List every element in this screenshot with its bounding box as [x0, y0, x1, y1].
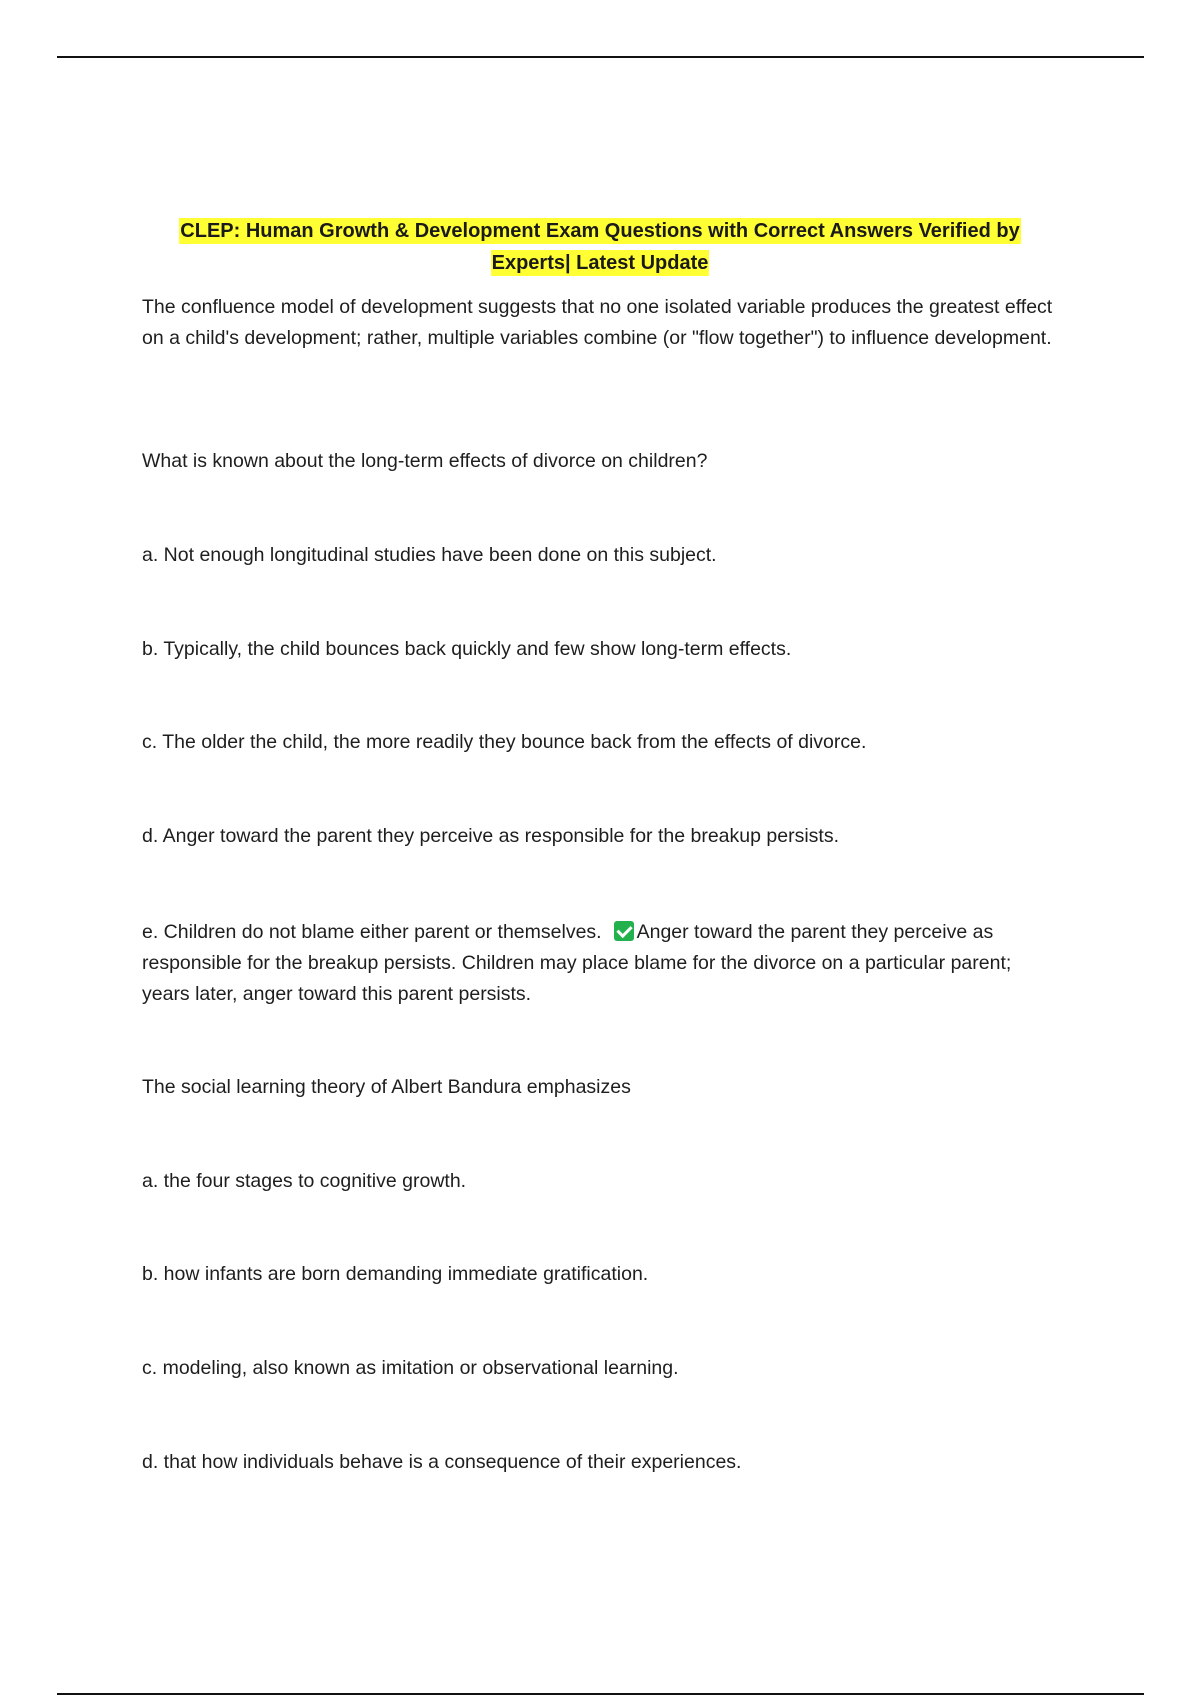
- question-2-option-b: b. how infants are born demanding immediate gratification.: [142, 1263, 649, 1285]
- question-1-prompt: What is known about the long-term effects of divorce on children?: [142, 450, 708, 472]
- question-1-option-e-with-answer: [142, 917, 1062, 1010]
- question-2-prompt: The social learning theory of Albert Bandura emphasizes: [142, 1076, 631, 1098]
- question-1-option-a: a. Not enough longitudinal studies have been done on this subject.: [142, 544, 717, 566]
- question-2-option-a: a. the four stages to cognitive growth.: [142, 1170, 467, 1192]
- question-1-answer: Anger toward the parent they perceive as responsible for the breakup persists. Children may place blame for the divorce on a particular parent; years later, anger toward this parent persists.: [142, 921, 1012, 1005]
- intro-paragraph: The confluence model of development suggests that no one isolated variable produces the greatest effect on a child's development; rather, multiple variables combine (or "flow together") to influence development.: [142, 296, 1053, 349]
- bottom-rule: [57, 1693, 1144, 1695]
- question-1-option-b: b. Typically, the child bounces back quickly and few show long-term effects.: [142, 638, 792, 660]
- question-2-option-d: d. that how individuals behave is a consequence of their experiences.: [142, 1451, 742, 1473]
- document-title: [100, 215, 1100, 279]
- check-mark-icon: [614, 921, 634, 941]
- question-1-option-c: c. The older the child, the more readily they bounce back from the effects of divorce.: [142, 731, 867, 753]
- question-1-option-d: d. Anger toward the parent they perceive as responsible for the breakup persists.: [142, 825, 839, 847]
- title-line-2: Experts| Latest Update: [491, 252, 709, 274]
- question-2-option-c: c. modeling, also known as imitation or observational learning.: [142, 1357, 679, 1379]
- top-rule: [57, 56, 1144, 58]
- title-line-1: CLEP: Human Growth & Development Exam Questions with Correct Answers Verified by: [180, 220, 1020, 242]
- question-1-option-e: e. Children do not blame either parent or themselves.: [142, 921, 602, 943]
